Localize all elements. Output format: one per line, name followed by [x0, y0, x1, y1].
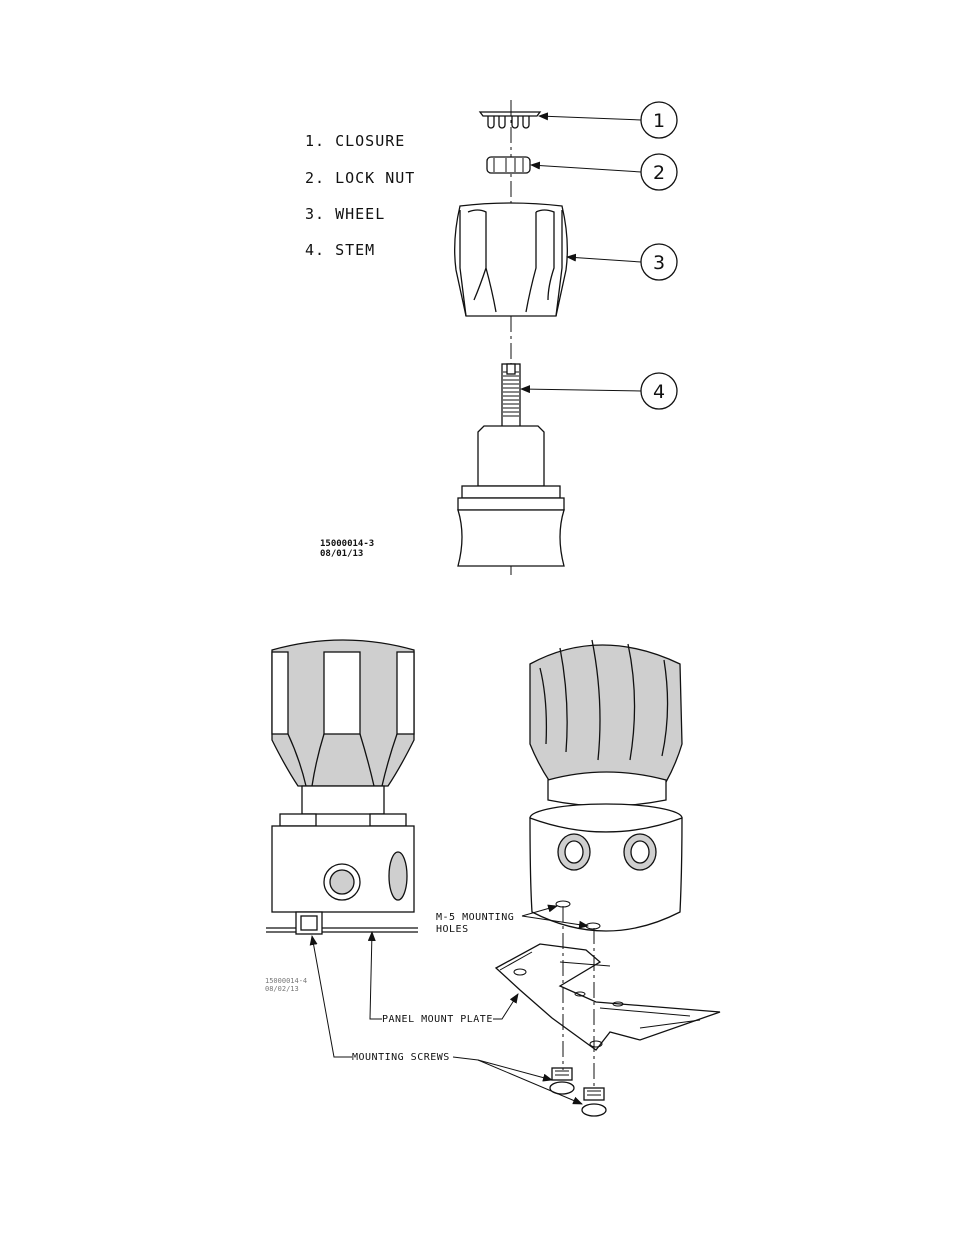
drawing-date-top: 08/01/13 [320, 549, 364, 559]
legend-stem: 4. STEM [305, 241, 376, 259]
legend-lock-nut: 2. LOCK NUT [305, 169, 416, 187]
drawing-date-bottom: 08/02/13 [265, 985, 299, 993]
mounting-screw-1 [550, 1068, 574, 1094]
callout-4-leader [521, 389, 641, 391]
callout-4-number: 4 [652, 381, 666, 403]
callout-1-number: 1 [652, 110, 666, 132]
lock-nut-part [487, 157, 530, 173]
label-mounting-screws: MOUNTING SCREWS [352, 1052, 450, 1063]
leader-screw-1 [453, 1057, 552, 1080]
label-mounting-holes-line1: M-5 MOUNTING [436, 912, 515, 923]
panel-mount-side-view [265, 640, 418, 993]
closure-part [480, 112, 540, 128]
callout-2-number: 2 [652, 162, 666, 184]
label-panel-mount-plate: PANEL MOUNT PLATE [382, 1014, 493, 1025]
callout-1-leader [539, 116, 641, 120]
drawing-number-top: 15000014-3 [320, 539, 375, 549]
drawing-number-bottom: 15000014-4 [265, 977, 308, 985]
panel-mount-isometric-view [496, 640, 720, 1116]
stem-part [502, 364, 520, 428]
label-mounting-holes-line2: HOLES [436, 924, 469, 935]
leader-plate-side [370, 932, 382, 1019]
regulator-body [458, 426, 564, 566]
callout-2-leader [531, 165, 641, 172]
legend-closure: 1. CLOSURE [305, 132, 406, 150]
wheel-part [455, 203, 568, 316]
leader-plate-iso [493, 994, 518, 1019]
callout-3-leader [567, 257, 641, 262]
leader-screw-side [312, 936, 352, 1057]
exploded-view [305, 100, 677, 575]
mounting-screw-2 [582, 1088, 606, 1116]
legend-wheel: 3. WHEEL [305, 205, 386, 223]
callout-3-number: 3 [652, 252, 666, 274]
